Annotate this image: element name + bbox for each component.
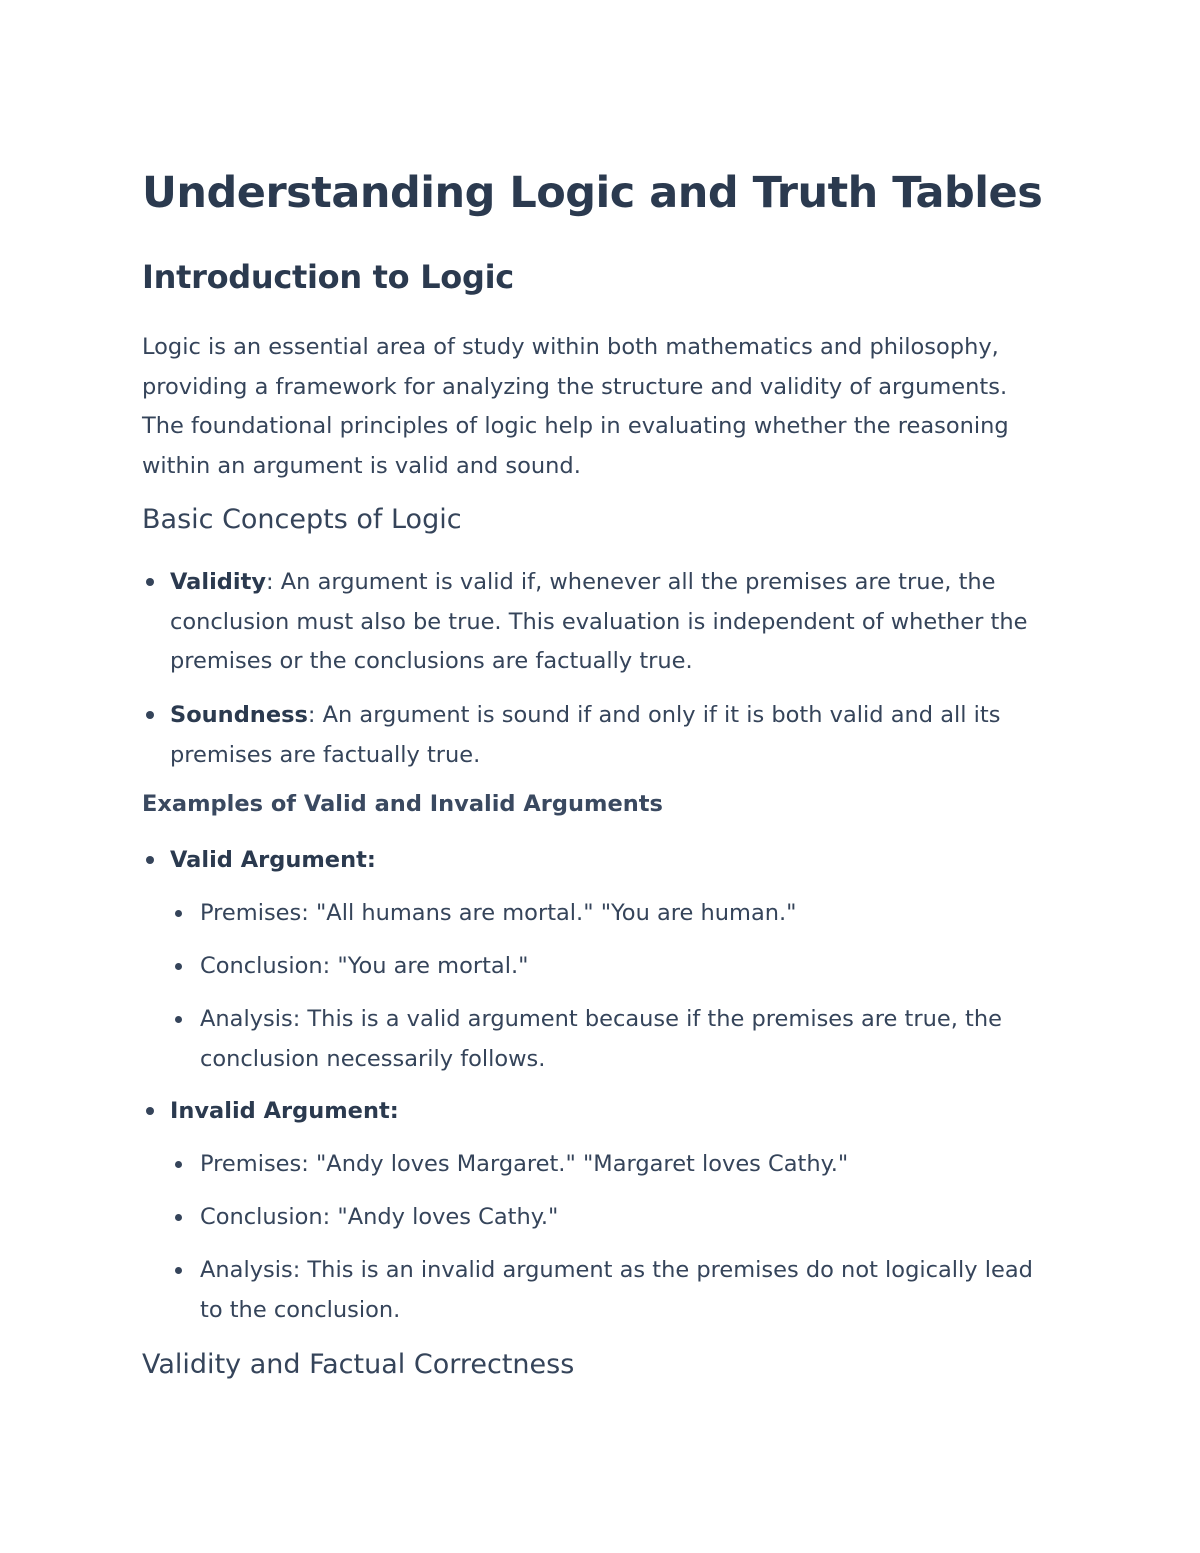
valid-premises-text: Premises: "All humans are mortal." "You are human."	[200, 900, 797, 926]
validity-heading: Validity and Factual Correctness	[142, 1349, 575, 1380]
definition-soundness: : An argument is sound if and only if it is both valid and all its premises are factually true.	[170, 702, 1001, 768]
valid-analysis-text: Analysis: This is a valid argument because if the premises are true, the conclusion necessarily follows.	[200, 1006, 1002, 1072]
list-item-valid-argument	[170, 841, 1060, 881]
bullet-icon	[175, 1161, 182, 1168]
list-item-validity	[170, 563, 1060, 682]
list-item-invalid-premises	[200, 1145, 1060, 1185]
bullet-icon	[146, 578, 154, 586]
invalid-premises-text: Premises: "Andy loves Margaret." "Margaret loves Cathy."	[200, 1151, 849, 1177]
invalid-analysis-text: Analysis: This is an invalid argument as the premises do not logically lead to the conclusion.	[200, 1257, 1033, 1323]
invalid-conclusion-text: Conclusion: "Andy loves Cathy."	[200, 1204, 559, 1230]
invalid-argument-label: Invalid Argument:	[170, 1098, 399, 1124]
bullet-icon	[175, 963, 182, 970]
examples-heading: Examples of Valid and Invalid Arguments	[142, 791, 663, 817]
term-validity: Validity	[170, 569, 267, 595]
bullet-icon	[175, 1016, 182, 1023]
valid-argument-label: Valid Argument:	[170, 847, 376, 873]
bullet-icon	[146, 711, 154, 719]
bullet-icon	[175, 910, 182, 917]
list-item-valid-analysis	[200, 1000, 1060, 1079]
bullet-icon	[146, 856, 154, 864]
bullet-icon	[175, 1214, 182, 1221]
list-item-invalid-conclusion	[200, 1198, 1060, 1238]
list-item-valid-conclusion	[200, 947, 1060, 987]
basic-concepts-heading: Basic Concepts of Logic	[142, 504, 462, 535]
list-item-invalid-argument	[170, 1092, 1060, 1132]
valid-conclusion-text: Conclusion: "You are mortal."	[200, 953, 529, 979]
bullet-icon	[175, 1267, 182, 1274]
term-soundness: Soundness	[170, 702, 308, 728]
definition-validity: : An argument is valid if, whenever all the premises are true, the conclusion must also be true. This evaluation is independent of whether the premises or the conclusions are factually true.	[170, 569, 1028, 674]
bullet-icon	[146, 1107, 154, 1115]
document-title: Understanding Logic and Truth Tables	[142, 168, 1043, 218]
list-item-invalid-analysis	[200, 1251, 1060, 1330]
intro-heading: Introduction to Logic	[142, 258, 514, 296]
list-item-soundness	[170, 696, 1060, 775]
list-item-valid-premises	[200, 894, 1060, 934]
intro-paragraph: Logic is an essential area of study within both mathematics and philosophy, providing a framework for analyzing the structure and validity of arguments. The foundational principles of logic help in evaluating whether the reasoning within an argument is valid and sound.	[142, 334, 1009, 479]
